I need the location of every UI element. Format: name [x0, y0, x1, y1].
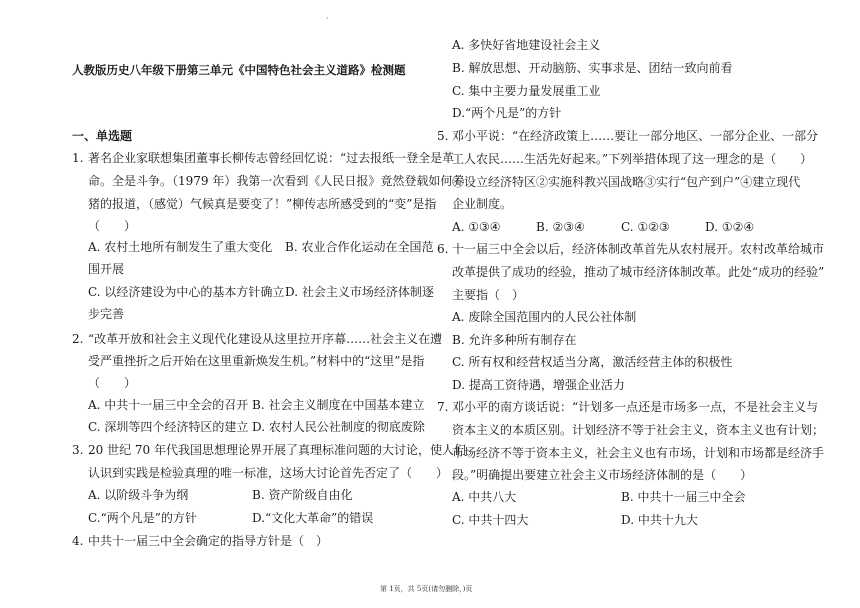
question-line: 邓小平说：“在经济政策上……要让一部分地区、一部分企业、一部分 [452, 129, 819, 143]
option-a: A. 农村土地所有制发生了重大变化 [88, 240, 273, 254]
question-line: 主要指（ ） [452, 288, 525, 302]
option-a: A. 以阶级斗争为纲 [88, 488, 189, 502]
option-d: D. 农村人民公社制度的彻底废除 [252, 420, 425, 434]
option-d-wrap: 步完善 [88, 307, 125, 321]
option-d: D. ①②④ [705, 220, 755, 234]
question-number: 5. [437, 129, 449, 143]
question-number: 3. [72, 443, 84, 457]
question-number: 4. [72, 534, 84, 548]
option-c: C. 深圳等四个经济特区的建立 [88, 420, 249, 434]
question-line: 20 世纪 70 年代我国思想理论界开展了真理标准问题的大讨论，使人们 [88, 443, 466, 457]
question-line: 市场经济不等于资本主义，社会主义也有市场，计划和市场都是经济手 [452, 446, 825, 460]
question-line: 段。”明确提出要建立社会主义市场经济体制的是（ ） [452, 468, 753, 482]
question-line: 猪的报道，（感觉）气候真是要变了！”柳传志所感受到的“变”是指 [88, 197, 437, 211]
option-d: D. 中共十九大 [621, 513, 698, 527]
question-line: 改革提供了成功的经验，推动了城市经济体制改革。此处“成功的经验” [452, 265, 825, 279]
option-c: C. 所有权和经营权适当分离，激活经营主体的积极性 [452, 355, 733, 369]
question-line: 命。全是斗争。（1979 年）我第一次看到《人民日报》竟然登载如何养 [88, 174, 465, 188]
section-heading: 一、单选题 [72, 129, 133, 143]
question-line: 受严重挫折之后开始在这里重新焕发生机。”材料中的“这里”是指 [88, 354, 425, 368]
option-d: D. 提高工资待遇，增强企业活力 [452, 378, 625, 392]
option-d: D. 社会主义市场经济体制逐 [285, 285, 434, 299]
option-b: B. 资产阶级自由化 [252, 488, 353, 502]
option-a: A. 中共十一届三中全会的召开 [88, 398, 249, 412]
question-line: 认识到实践是检验真理的唯一标准，这场大讨论首先否定了（ ） [88, 466, 449, 480]
question-line: （ ） [88, 219, 137, 233]
option-a: A. 废除全国范围内的人民公社体制 [452, 310, 637, 324]
option-a: A. 多快好省地建设社会主义 [452, 38, 601, 52]
question-line: ①设立经济特区②实施科教兴国战略③实行“包产到户”④建立现代 [452, 175, 801, 189]
question-line: 中共十一届三中全会确定的指导方针是（ ） [88, 534, 329, 548]
question-number: 2. [72, 332, 84, 346]
option-a: A. 中共八大 [452, 490, 517, 504]
option-b: B. 允许多种所有制存在 [452, 333, 577, 347]
option-c: C. 以经济建设为中心的基本方针确立 [88, 285, 285, 299]
option-d: D.“两个凡是”的方针 [452, 106, 562, 120]
question-number: 1. [72, 151, 84, 165]
page-footer: 第 1页，共 5页(请勿删除，)页 [380, 585, 473, 593]
question-line: 工人农民……生活先好起来。”下列举措体现了这一理念的是（ ） [452, 152, 813, 166]
question-number: 6. [437, 242, 449, 256]
page-title: 人教版历史八年级下册第三单元《中国特色社会主义道路》检测题 [72, 63, 406, 77]
question-line: （ ） [88, 376, 137, 390]
question-line: 十一届三中全会以后，经济体制改革首先从农村展开。农村改革给城市 [452, 242, 825, 256]
question-line: “改革开放和社会主义现代化建设从这里拉开序幕……社会主义在遭 [88, 332, 443, 346]
option-c: C.“两个凡是”的方针 [88, 511, 197, 525]
option-b-wrap: 围开展 [88, 262, 125, 276]
question-line: 资本主义的本质区别。计划经济不等于社会主义，资本主义也有计划； [452, 423, 825, 437]
option-c: C. ①②③ [621, 220, 670, 234]
option-c: C. 集中主要力量发展重工业 [452, 84, 601, 98]
top-mark: · [326, 14, 329, 23]
option-b: B. 农业合作化运动在全国范 [285, 240, 434, 254]
question-line: 著名企业家联想集团董事长柳传志曾经回忆说：“过去报纸一登全是革 [88, 151, 455, 165]
option-b: B. 解放思想、开动脑筋、实事求是、团结一致向前看 [452, 61, 733, 75]
option-b: B. 社会主义制度在中国基本建立 [252, 398, 425, 412]
option-d: D.“文化大革命”的错误 [252, 511, 374, 525]
question-number: 7. [437, 400, 449, 414]
option-a: A. ①③④ [452, 220, 501, 234]
option-b: B. ②③④ [536, 220, 585, 234]
question-line: 邓小平的南方谈话说：“计划多一点还是市场多一点，不是社会主义与 [452, 400, 819, 414]
question-line: 企业制度。 [452, 197, 513, 211]
option-b: B. 中共十一届三中全会 [621, 490, 746, 504]
option-c: C. 中共十四大 [452, 513, 529, 527]
